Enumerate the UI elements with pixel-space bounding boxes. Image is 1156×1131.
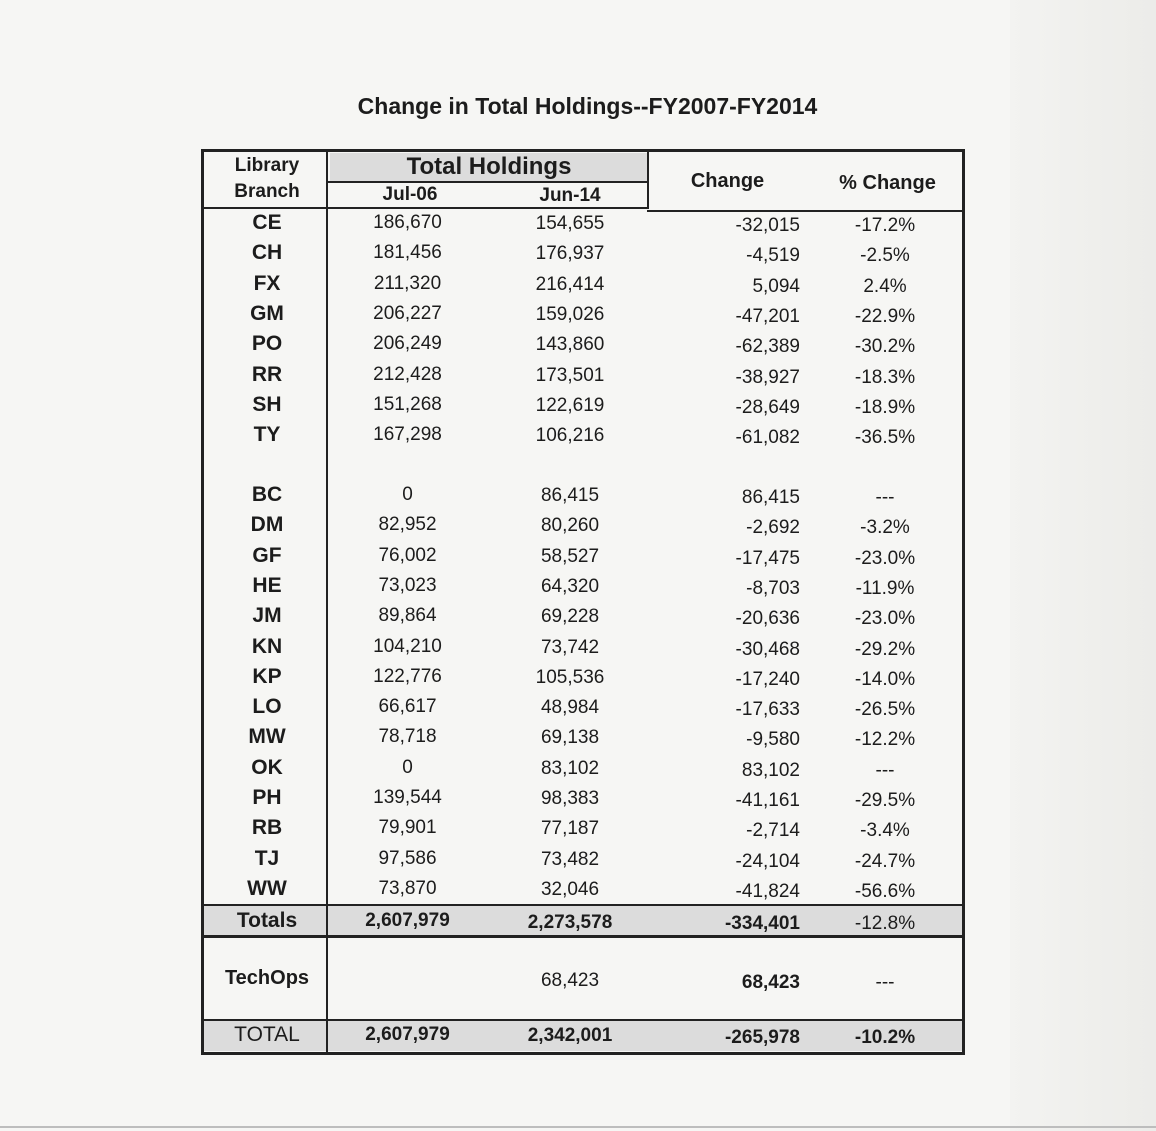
- row-jun-14: 69,138: [540, 727, 600, 748]
- totals-change: -334,401: [724, 913, 800, 934]
- row-jun-14: 73,742: [540, 637, 600, 658]
- row-jun-14: 98,383: [540, 788, 600, 809]
- row-branch: CH: [251, 241, 283, 264]
- row-jul-06: 122,776: [373, 666, 442, 687]
- row-jul-06: 186,670: [373, 212, 442, 233]
- row-change: -30,468: [735, 639, 800, 660]
- row-jul-06: 212,428: [373, 364, 442, 385]
- row-pct-change: -3.4%: [860, 820, 910, 841]
- row-pct-change: -23.0%: [854, 608, 916, 629]
- row-branch: KN: [251, 635, 283, 658]
- row-branch: TY: [253, 423, 281, 446]
- row-branch: CE: [252, 211, 282, 234]
- row-jul-06: 206,227: [373, 303, 442, 324]
- row-change: -47,201: [735, 306, 800, 327]
- row-branch: WW: [247, 877, 287, 900]
- row-change: -41,824: [735, 881, 800, 902]
- row-branch: MW: [248, 725, 286, 748]
- row-jul-06: 82,952: [378, 514, 437, 535]
- row-change: -17,633: [735, 699, 800, 720]
- grand-total-label: TOTAL: [234, 1023, 300, 1046]
- header-branch: Branch: [234, 181, 300, 202]
- row-jun-14: 122,619: [535, 395, 605, 416]
- totals-jun: 2,273,578: [527, 912, 613, 933]
- row-jun-14: 48,984: [540, 697, 600, 718]
- row-pct-change: -29.2%: [854, 639, 916, 660]
- row-jul-06: 104,210: [373, 636, 442, 657]
- totals-pct: -12.8%: [854, 913, 916, 934]
- header-total-holdings: Total Holdings: [406, 153, 572, 180]
- totals-bottom-rule: [204, 935, 962, 938]
- page-edge: [1010, 0, 1156, 1131]
- row-change: -20,636: [735, 608, 800, 629]
- row-jun-14: 154,655: [535, 213, 605, 234]
- row-change: -24,104: [735, 851, 800, 872]
- row-change: -32,015: [735, 215, 800, 236]
- row-jul-06: 76,002: [378, 545, 437, 566]
- row-jul-06: 89,864: [378, 605, 437, 626]
- row-jul-06: 206,249: [373, 333, 442, 354]
- row-change: -62,389: [735, 336, 800, 357]
- row-jun-14: 176,937: [535, 243, 605, 264]
- row-pct-change: -24.7%: [854, 851, 916, 872]
- header-change: Change: [690, 170, 765, 192]
- row-branch: RR: [251, 363, 283, 386]
- row-branch: SH: [252, 393, 282, 416]
- row-jun-14: 216,414: [535, 274, 605, 295]
- techops-label: TechOps: [224, 967, 310, 989]
- row-jun-14: 105,536: [535, 667, 605, 688]
- row-jun-14: 159,026: [535, 304, 605, 325]
- row-jul-06: 139,544: [373, 787, 442, 808]
- header-bottom-rule: [204, 207, 648, 209]
- row-branch: RB: [251, 816, 283, 839]
- row-jul-06: 0: [402, 484, 413, 505]
- row-jul-06: 167,298: [373, 424, 442, 445]
- row-pct-change: -56.6%: [854, 881, 916, 902]
- totals-top-rule: [204, 904, 962, 906]
- row-jul-06: 78,718: [378, 726, 437, 747]
- row-branch: PO: [251, 332, 283, 355]
- row-pct-change: -14.0%: [854, 669, 916, 690]
- row-jun-14: 86,415: [540, 485, 600, 506]
- row-jun-14: 64,320: [540, 576, 600, 597]
- row-jun-14: 143,860: [535, 334, 605, 355]
- totals-label: Totals: [236, 909, 298, 932]
- grand-total-jun: 2,342,001: [527, 1025, 613, 1046]
- header-jul-06: Jul-06: [382, 184, 438, 205]
- grand-total-pct: -10.2%: [854, 1027, 916, 1048]
- row-pct-change: -18.3%: [854, 367, 916, 388]
- row-pct-change: -18.9%: [854, 397, 916, 418]
- row-change: -8,703: [746, 578, 800, 599]
- row-jun-14: 173,501: [535, 365, 605, 386]
- row-jun-14: 69,228: [540, 606, 600, 627]
- row-jul-06: 151,268: [373, 394, 442, 415]
- row-branch: FX: [253, 272, 281, 295]
- scan-edge-line: [0, 1126, 1156, 1128]
- row-pct-change: -17.2%: [854, 215, 916, 236]
- row-branch: TJ: [254, 847, 280, 870]
- row-jun-14: 32,046: [540, 879, 600, 900]
- row-pct-change: ---: [875, 487, 895, 508]
- row-jul-06: 211,320: [373, 273, 442, 294]
- row-branch: GM: [250, 302, 284, 325]
- header-library: Library: [234, 155, 300, 176]
- row-branch: JM: [252, 604, 282, 627]
- row-jun-14: 106,216: [535, 425, 605, 446]
- grand-total-change: -265,978: [724, 1027, 800, 1048]
- row-change: 86,415: [741, 487, 800, 508]
- row-pct-change: ---: [875, 760, 895, 781]
- row-pct-change: -22.9%: [854, 306, 916, 327]
- row-jun-14: 83,102: [540, 758, 600, 779]
- row-pct-change: -26.5%: [854, 699, 916, 720]
- grand-total-top-rule: [204, 1019, 962, 1021]
- row-branch: OK: [251, 756, 283, 779]
- row-jun-14: 77,187: [540, 818, 600, 839]
- row-branch: DM: [250, 513, 284, 536]
- row-pct-change: 2.4%: [863, 276, 907, 297]
- row-jul-06: 79,901: [378, 817, 437, 838]
- totals-jul: 2,607,979: [365, 910, 450, 931]
- row-change: -17,240: [735, 669, 800, 690]
- row-change: -4,519: [746, 245, 800, 266]
- row-change: -2,714: [746, 820, 800, 841]
- row-jul-06: 73,870: [378, 878, 437, 899]
- row-jul-06: 181,456: [373, 242, 442, 263]
- row-jun-14: 73,482: [540, 849, 600, 870]
- row-jul-06: 66,617: [378, 696, 437, 717]
- row-jul-06: 97,586: [378, 848, 437, 869]
- row-change: 83,102: [741, 760, 800, 781]
- row-pct-change: -12.2%: [854, 729, 916, 750]
- row-jul-06: 0: [402, 757, 413, 778]
- row-branch: BC: [251, 483, 283, 506]
- row-branch: HE: [252, 574, 282, 597]
- row-jul-06: 73,023: [378, 575, 437, 596]
- techops-pct: ---: [875, 972, 895, 993]
- row-pct-change: -11.9%: [855, 578, 915, 599]
- header-bottom-rule-right: [647, 210, 962, 212]
- row-change: -61,082: [735, 427, 800, 448]
- row-change: -9,580: [746, 729, 800, 750]
- techops-change: 68,423: [741, 972, 800, 993]
- page-title: Change in Total Holdings--FY2007-FY2014: [357, 93, 818, 119]
- header-jun-14: Jun-14: [539, 185, 601, 206]
- row-change: -41,161: [735, 790, 800, 811]
- row-branch: PH: [252, 786, 282, 809]
- row-pct-change: -23.0%: [854, 548, 916, 569]
- row-jun-14: 80,260: [540, 515, 600, 536]
- row-change: 5,094: [752, 276, 800, 297]
- row-pct-change: -36.5%: [854, 427, 916, 448]
- grand-total-jul: 2,607,979: [365, 1024, 450, 1045]
- row-branch: KP: [252, 665, 282, 688]
- techops-jun: 68,423: [540, 970, 600, 991]
- row-branch: LO: [252, 695, 282, 718]
- row-pct-change: -3.2%: [860, 517, 910, 538]
- row-change: -38,927: [735, 367, 800, 388]
- row-change: -17,475: [735, 548, 800, 569]
- row-change: -28,649: [735, 397, 800, 418]
- row-branch: GF: [252, 544, 282, 567]
- row-pct-change: -30.2%: [854, 336, 916, 357]
- row-pct-change: -29.5%: [854, 790, 916, 811]
- row-jun-14: 58,527: [540, 546, 600, 567]
- header-subdivider: [328, 181, 648, 183]
- row-change: -2,692: [746, 517, 800, 538]
- header-pct-change: % Change: [839, 172, 936, 194]
- row-pct-change: -2.5%: [860, 245, 910, 266]
